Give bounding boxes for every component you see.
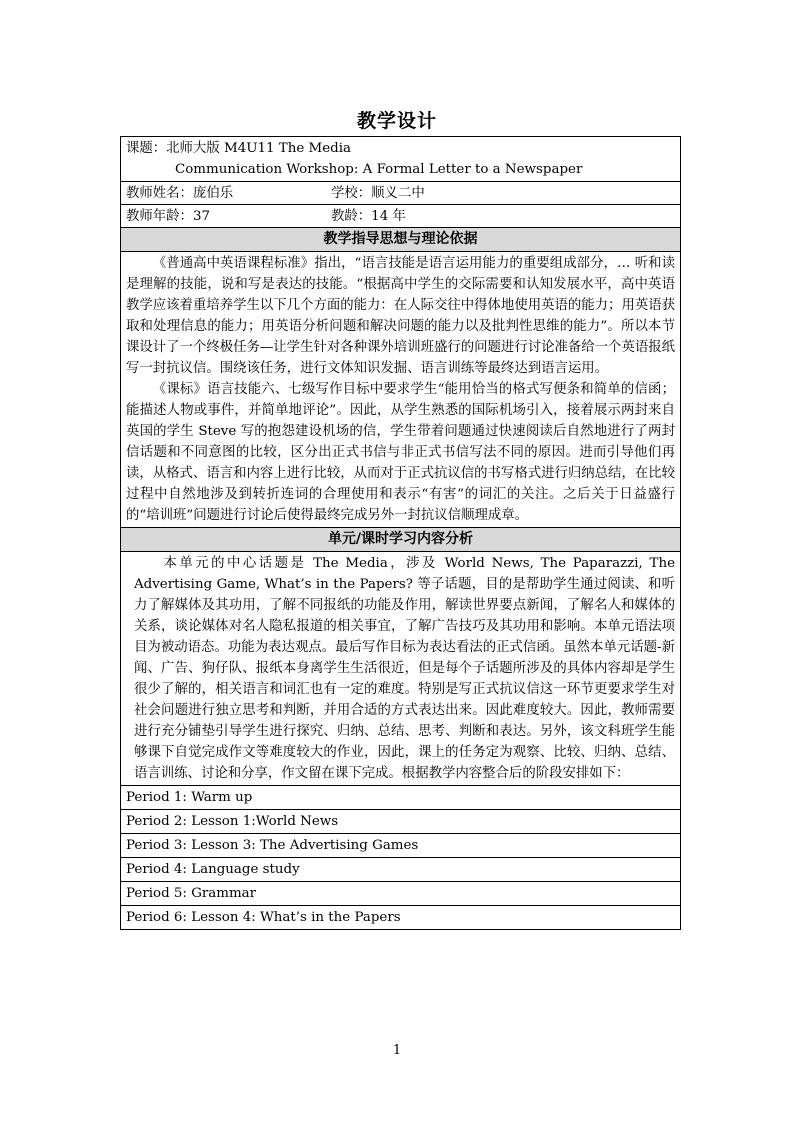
period-item: Period 1: Warm up bbox=[121, 786, 681, 810]
period-item: Period 6: Lesson 4: What’s in the Papers bbox=[121, 906, 681, 930]
period-row bbox=[121, 834, 681, 858]
period-row bbox=[121, 858, 681, 882]
section1-body bbox=[121, 252, 681, 528]
section2-heading-row bbox=[121, 528, 681, 552]
course-cell bbox=[121, 137, 681, 182]
course-title-line1: 课题：北师大版 M4U11 The Media bbox=[126, 141, 352, 156]
lesson-design-table bbox=[120, 136, 681, 930]
teacher-info-row bbox=[121, 182, 681, 205]
section1-paragraph-2: 《课标》语言技能六、七级写作目标中要求学生“能用恰当的格式写便条和简单的信函； 能描述人物或事件，并简单地评论”。因此，从学生熟悉的国际机场引入，接着展示两封来自英国的学生 Steve 写的抱怨建设机场的信，学生带着问题通过快速阅读后自然地进行了两封信话题和不同意图的比较，区分出正式书信与非正式书信写法不同的原因。进而引导他们再读，从格式、语言和内容上进行比较，从而对于正式抗议信的书写格式进行归纳总结，在比较过程中自然地涉及到转折连词的合理使用和表示“有害”的词汇的关注。之后关于日益盛行的“培训班”问题进行讨论后使得最终完成另外一封抗议信顺理成章。 bbox=[126, 382, 676, 523]
teacher-age-row bbox=[121, 205, 681, 228]
period-item: Period 2: Lesson 1:World News bbox=[121, 810, 681, 834]
teacher-name: 教师姓名：庞伯乐 bbox=[126, 186, 234, 201]
period-row bbox=[121, 906, 681, 930]
period-row bbox=[121, 786, 681, 810]
section1-body-row bbox=[121, 252, 681, 528]
period-row bbox=[121, 882, 681, 906]
period-item: Period 3: Lesson 3: The Advertising Games bbox=[121, 834, 681, 858]
period-item: Period 5: Grammar bbox=[121, 882, 681, 906]
page-number: 1 bbox=[392, 1043, 402, 1058]
section1-heading: 教学指导思想与理论依据 bbox=[121, 228, 681, 252]
section2-body-row bbox=[121, 552, 681, 786]
section2-body bbox=[121, 552, 681, 786]
period-item: Period 4: Language study bbox=[121, 858, 681, 882]
course-title-line2: Communication Workshop: A Formal Letter to a Newspaper bbox=[175, 162, 583, 177]
course-row bbox=[121, 137, 681, 182]
section1-paragraph-1: 《普通高中英语课程标准》指出，“语言技能是语言运用能力的重要组成部分，… 听和读是理解的技能，说和写是表达的技能。“根据高中学生的交际需要和认知发展水平，高中英语教学应该着重培养学生以下几个方面的能力：在人际交往中得体地使用英语的能力；用英语获取和处理信息的能力；用英语分析问题和解决问题的能力以及批判性思维的能力”。所以本节课设计了一个终极任务—让学生针对各种课外培训班盛行的问题进行讨论准备给一个英语报纸写一封抗议信。围绕该任务，进行文体知识发掘、语言训练等最终达到语言运用。 bbox=[126, 256, 676, 376]
section1-heading-row bbox=[121, 228, 681, 252]
section2-heading: 单元/课时学习内容分析 bbox=[121, 528, 681, 552]
teacher-info-cell bbox=[121, 182, 681, 205]
document-title: 教学设计 bbox=[356, 110, 437, 132]
teacher-age: 教师年龄：37 bbox=[126, 209, 210, 224]
period-row bbox=[121, 810, 681, 834]
school-name: 学校：顺义二中 bbox=[331, 186, 425, 201]
teaching-years: 教龄：14 年 bbox=[331, 209, 406, 224]
section2-paragraph: 本单元的中心话题是 The Media，涉及 World News, The Paparazzi, The Advertising Game, What’s in the Papers? 等子话题，目的是帮助学生通过阅读、和听力了解媒体及其功用，了解不同报纸的功能及作用，解读世界要点新闻，了解名人和媒体的关系，谈论媒体对名人隐私报道的相关事宜，了解广告技巧及其功用和影响。本单元语法项目为被动语态。功能为表达观点。最后写作目标为表达看法的正式信函。虽然本单元话题-新闻、广告、狗仔队、报纸本身离学生生活很近，但是每个子话题所涉及的具体内容却是学生很少了解的，相关语言和词汇也有一定的难度。特别是写正式抗议信这一环节更要求学生对社会问题进行独立思考和判断，并用合适的方式表达出来。因此难度较大。因此，教师需要进行充分铺垫引导学生进行探究、归纳、总结、思考、判断和表达。另外，该文科班学生能够课下自觉完成作文等难度较大的作业，因此，课上的任务定为观察、比较、归纳、总结、语言训练、讨论和分享，作文留在课下完成。根据教学内容整合后的阶段安排如下： bbox=[134, 556, 675, 781]
teacher-age-cell bbox=[121, 205, 681, 228]
